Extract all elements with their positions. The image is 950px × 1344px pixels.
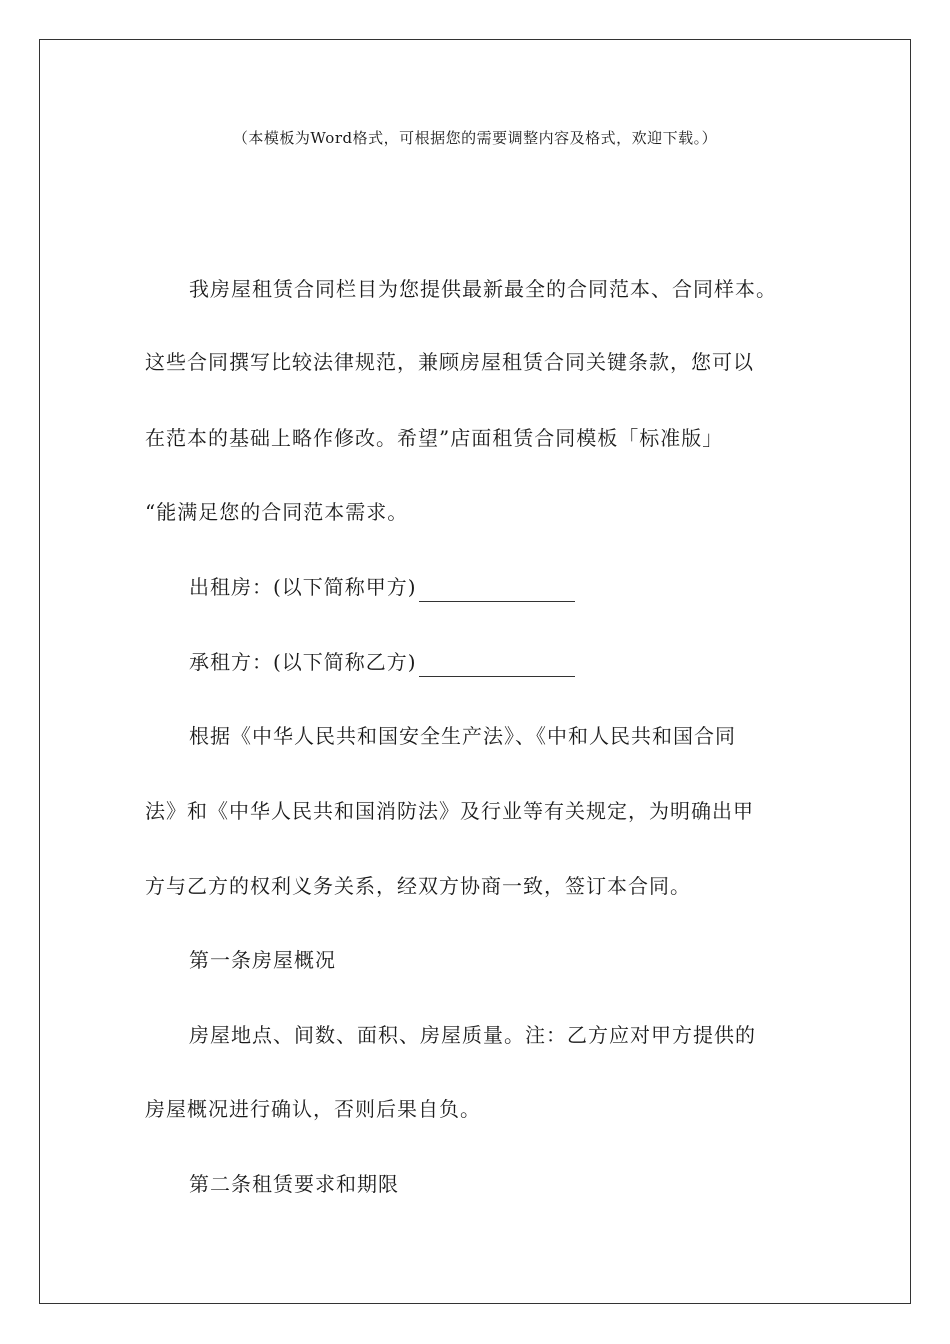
lessee-label: 承租方：(以下简称乙方) [189, 650, 417, 674]
lessor-blank-line[interactable] [419, 579, 575, 602]
lessee-row [189, 647, 575, 677]
basis-line-3: 方与乙方的权利义务关系，经双方协商一致，签订本合同。 [145, 874, 691, 898]
lessee-blank-line[interactable] [419, 654, 575, 677]
intro-line-4: “能满足您的合同范本需求。 [145, 500, 409, 524]
template-note: （本模板为Word格式，可根据您的需要调整内容及格式，欢迎下载。） [232, 129, 718, 147]
intro-line-1: 我房屋租赁合同栏目为您提供最新最全的合同范本、合同样本。 [189, 277, 777, 301]
basis-line-2: 法》和《中华人民共和国消防法》及行业等有关规定，为明确出甲 [145, 799, 754, 823]
article-1-line-2: 房屋概况进行确认，否则后果自负。 [145, 1097, 481, 1121]
intro-line-2: 这些合同撰写比较法律规范，兼顾房屋租赁合同关键条款，您可以 [145, 350, 754, 374]
lessor-label: 出租房：(以下简称甲方) [189, 575, 417, 599]
article-1-title: 第一条房屋概况 [189, 948, 336, 972]
basis-line-1: 根据《中华人民共和国安全生产法》、《中和人民共和国合同 [189, 724, 736, 748]
article-2-title: 第二条租赁要求和期限 [189, 1172, 399, 1196]
intro-line-3: 在范本的基础上略作修改。希望”店面租赁合同模板「标准版」 [145, 426, 724, 450]
lessor-row [189, 572, 575, 602]
article-1-line-1: 房屋地点、间数、面积、房屋质量。注：乙方应对甲方提供的 [189, 1023, 756, 1047]
